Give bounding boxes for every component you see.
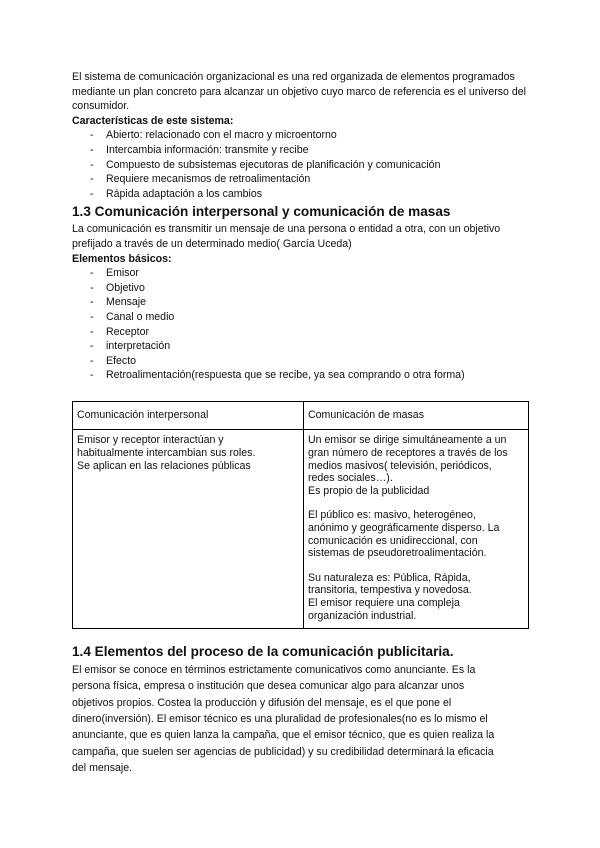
cell-line: medios masivos( televisión, periódicos, xyxy=(308,459,492,472)
cell-line: habitualmente intercambian sus roles. xyxy=(77,447,256,460)
table-header-row xyxy=(73,401,529,430)
cell-line: Un emisor se dirige simultáneamente a un xyxy=(308,434,507,447)
paragraph-line: anunciante, que es quien lanza la campaña, que el emisor técnico, que es quien realiza la xyxy=(72,729,495,742)
cell-line: Se aplican en las relaciones públicas xyxy=(77,459,251,472)
list-dash: - xyxy=(90,143,94,156)
cell-masas xyxy=(304,430,529,629)
header-masas: Comunicación de masas xyxy=(304,401,529,430)
list-dash: - xyxy=(90,340,94,353)
list-dash: - xyxy=(90,129,94,142)
list-dash: - xyxy=(90,369,94,382)
list-dash: - xyxy=(90,310,94,323)
comparison-table xyxy=(72,401,529,629)
cell-line: redes sociales…). xyxy=(308,472,393,485)
section-1-4-title: 1.4 Elementos del proceso de la comunicación publicitaria. xyxy=(72,644,454,660)
cell-line: sistemas de pseudoretroalimentación. xyxy=(308,547,487,560)
list-item: - interpretación xyxy=(90,340,171,353)
table-row xyxy=(73,430,529,629)
paragraph-line: del mensaje. xyxy=(72,761,133,774)
list-item: - Canal o medio xyxy=(90,310,175,323)
paragraph-line: campaña, que suelen ser agencias de publicidad) y su credibilidad determinará la eficacia xyxy=(72,745,494,758)
cell-line: Emisor y receptor interactúan y xyxy=(77,434,224,447)
list-item: - Objetivo xyxy=(90,281,145,294)
cell-line: Es propio de la publicidad xyxy=(308,484,430,497)
list-dash: - xyxy=(90,354,94,367)
cell-line: gran número de receptores a través de los xyxy=(308,447,508,460)
cell-line: organización industrial. xyxy=(308,609,417,622)
list-dash: - xyxy=(90,187,94,200)
paragraph-line: El emisor se conoce en términos estrictamente comunicativos como anunciante. Es la xyxy=(72,664,476,677)
paragraph-line: objetivos propios. Costea la producción y difusión del mensaje, es el que pone el xyxy=(72,696,452,709)
list-item: - Emisor xyxy=(90,267,139,280)
header-interpersonal: Comunicación interpersonal xyxy=(73,401,304,430)
section-1-3-paragraph: La comunicación es transmitir un mensaje de una persona o entidad a otra, con un objetivo prefijado a través de un determinado medio( García Uceda) xyxy=(72,223,501,250)
list-dash: - xyxy=(90,296,94,309)
list-item: - Abierto: relacionado con el macro y microentorno xyxy=(90,129,337,142)
cell-line: anónimo y geográficamente disperso. La xyxy=(308,522,500,535)
section-1-3-title: 1.3 Comunicación interpersonal y comunicación de masas xyxy=(72,204,451,220)
elements-list xyxy=(72,266,528,383)
cell-line: El emisor requiere una compleja xyxy=(308,597,460,609)
cell-line: transitoria, tempestiva y novedosa. xyxy=(308,584,472,597)
document-page xyxy=(72,70,528,776)
list-item: - Mensaje xyxy=(90,296,147,309)
cell-line: comunicación es unidireccional, con xyxy=(308,534,478,547)
list-dash: - xyxy=(90,173,94,186)
list-item: - Intercambia información: transmite y recibe xyxy=(90,143,309,156)
section-1-4-paragraph xyxy=(72,662,528,776)
paragraph-line: dinero(inversión). El emisor técnico es una pluralidad de profesionales(no es lo mismo el xyxy=(72,713,488,726)
list-item: - Receptor xyxy=(90,325,149,338)
list-item: - Efecto xyxy=(90,354,137,367)
cell-interpersonal xyxy=(73,430,304,629)
list-item: - Requiere mecanismos de retroalimentación xyxy=(90,173,311,186)
cell-line: Su naturaleza es: Pública, Rápida, xyxy=(308,571,471,584)
characteristics-list xyxy=(72,128,528,201)
list-dash: - xyxy=(90,325,94,338)
elements-heading: Elementos básicos: xyxy=(72,252,172,265)
paragraph-line: persona física, empresa o institución que desea comunicar algo para alcanzar unos xyxy=(72,680,465,693)
intro-paragraph: El sistema de comunicación organizacional es una red organizada de elementos programados mediante un plan concreto para alcanzar un objetivo cuyo marco de referencia es el universo del consumidor. xyxy=(72,71,527,113)
cell-line: El público es: masivo, heterogéneo, xyxy=(308,509,476,522)
list-dash: - xyxy=(90,158,94,171)
characteristics-heading: Características de este sistema: xyxy=(72,114,234,127)
list-item: - Retroalimentación(respuesta que se recibe, ya sea comprando o otra forma) xyxy=(90,369,465,382)
list-item: - Compuesto de subsistemas ejecutoras de planificación y comunicación xyxy=(90,158,441,171)
list-dash: - xyxy=(90,267,94,280)
list-item: - Rápida adaptación a los cambios xyxy=(90,187,263,200)
list-dash: - xyxy=(90,281,94,294)
